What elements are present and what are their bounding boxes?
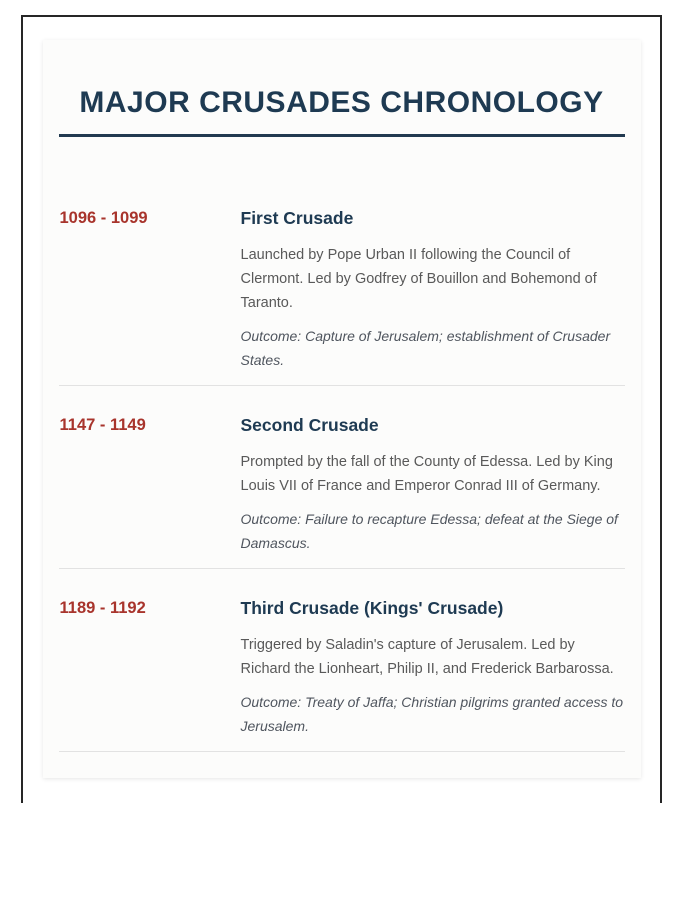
- page-title: MAJOR CRUSADES CHRONOLOGY: [59, 86, 625, 137]
- entry-content: [241, 206, 625, 372]
- entry-description: Triggered by Saladin's capture of Jerusalem. Led by Richard the Lionheart, Philip II, and Frederick Barbarossa.: [240, 637, 614, 677]
- entry-years: 1147 - 1149: [59, 416, 146, 434]
- entry-outcome: Outcome: Capture of Jerusalem; establishment of Crusader States.: [240, 328, 611, 368]
- timeline-entry-second-crusade: [59, 386, 625, 569]
- entry-description: Launched by Pope Urban II following the Council of Clermont. Led by Godfrey of Bouillon and Bohemond of Taranto.: [240, 247, 597, 311]
- entry-title: Third Crusade (Kings' Crusade): [240, 598, 504, 618]
- entry-description: Prompted by the fall of the County of Edessa. Led by King Louis VII of France and Emperor Conrad III of Germany.: [240, 454, 613, 494]
- entry-years: 1096 - 1099: [59, 209, 148, 227]
- timeline-entry-first-crusade: [59, 206, 625, 386]
- entry-content: [241, 596, 625, 738]
- entry-outcome: Outcome: Treaty of Jaffa; Christian pilgrims granted access to Jerusalem.: [240, 694, 624, 734]
- page-frame: [21, 15, 662, 803]
- timeline-list: [59, 206, 625, 752]
- timeline-entry-third-crusade: [59, 569, 625, 752]
- entry-content: [241, 413, 625, 555]
- entry-years: 1189 - 1192: [59, 599, 146, 617]
- entry-outcome: Outcome: Failure to recapture Edessa; defeat at the Siege of Damascus.: [240, 511, 618, 551]
- entry-title: Second Crusade: [240, 415, 379, 435]
- entry-title: First Crusade: [240, 208, 354, 228]
- chronology-card: [43, 40, 641, 778]
